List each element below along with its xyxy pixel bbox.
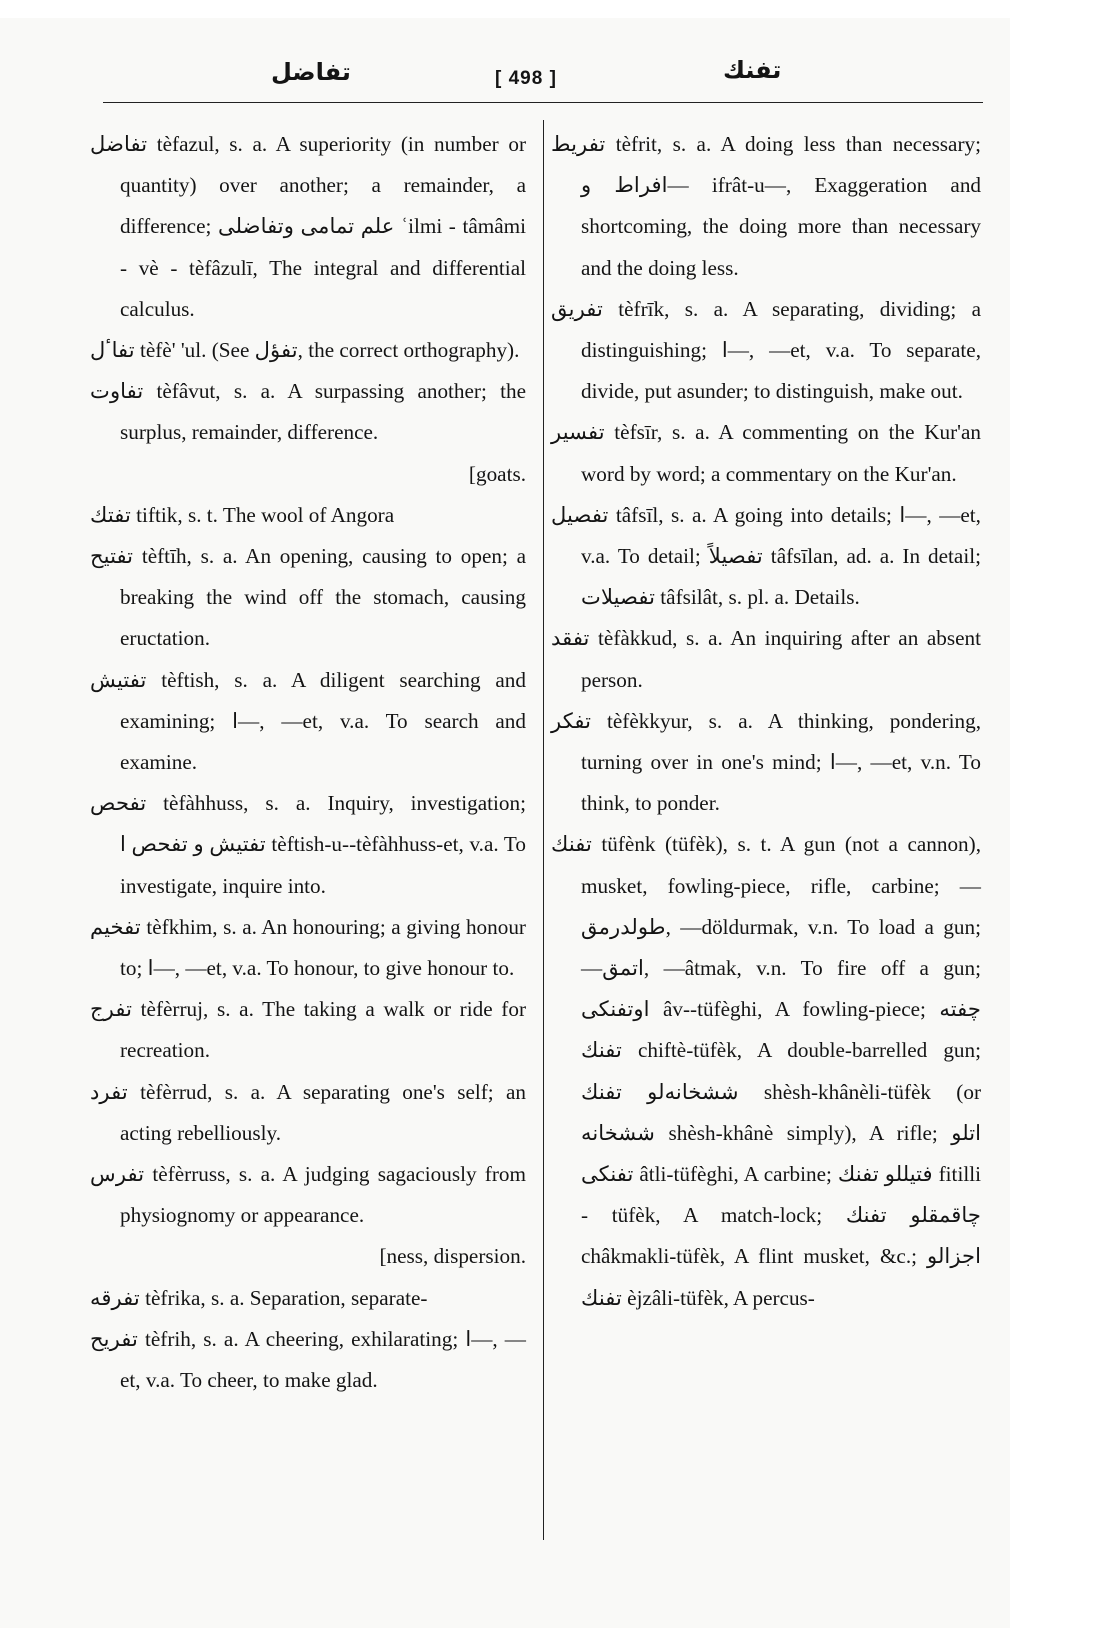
dictionary-entry: تفرس tèfèrruss, s. a. A judging sagaciously from physiognomy or appearance. [ness, dispersion. [120,1154,526,1278]
header-left-headword: تفاضل [271,58,351,86]
runover-note: [goats. [468,461,526,486]
left-column [90,124,526,1401]
column-divider [543,120,544,1540]
dictionary-entry: تفریط tèfrit, s. a. A doing less than necessary; افراط و— ifrât-u—, Exaggeration and shortcoming, the doing more than necessary and the doing less. [551,132,982,280]
dictionary-entry: تفاضل tèfazul, s. a. A superiority (in number or quantity) over another; a remainder, a difference; علم تمامی وتفاضلی ʿilmi - tâmâmi - vè - tèfâzulī, The integral and differential calculus. [90,132,526,321]
right-column [551,124,982,1319]
dictionary-entry: تفریق tèfrīk, s. a. A separating, dividing; a distinguishing; ا—, —et, v.a. To separate, divide, put asunder; to distinguish, make out. [551,296,981,404]
page-number: [ 498 ] [495,68,557,89]
dictionary-entry: تفسیر tèfsīr, s. a. A commenting on the Kur'an word by word; a commentary on the Kur'an. [551,420,981,486]
dictionary-entry: تفاوت tèfâvut, s. a. A surpassing another; the surplus, remainder, difference. [goats. [120,371,526,495]
dictionary-entry: تفتیش tèftish, s. a. A diligent searching and examining; ا—, —et, v.a. To search and examine. [90,667,526,775]
dictionary-entry: تفرقه tèfrika, s. a. Separation, separate- [90,1285,428,1310]
dictionary-entry: تفاٴل tèfè' 'ul. (See تفؤل, the correct orthography). [90,338,520,363]
dictionary-entry: تفخیم tèfkhim, s. a. An honouring; a giving honour to; ا—, —et, v.a. To honour, to give honour to. [90,914,526,981]
runover-note: [ness, dispersion. [379,1244,526,1269]
dictionary-entry: تفرج tèfèrruj, s. a. The taking a walk or ride for recreation. [90,997,526,1063]
dictionary-entry: تفرد tèfèrrud, s. a. A separating one's self; an acting rebelliously. [90,1079,526,1145]
dictionary-entry: تفقد tèfàkkud, s. a. An inquiring after an absent person. [551,626,981,692]
dictionary-entry: تفتك tiftik, s. t. The wool of Angora [90,502,395,527]
dictionary-entry: تفریح tèfrih, s. a. A cheering, exhilarating; ا—, —et, v.a. To cheer, to make glad. [90,1326,526,1393]
dictionary-entry: تفحص tèfàhhuss, s. a. Inquiry, investigation; تفتیش و تفحص ا tèftish-u--tèfàhhuss-et, v.a. To investigate, inquire into. [90,791,526,898]
header-right-headword: تفنك [723,56,782,84]
header-rule [103,102,983,103]
dictionary-entry: تفصیل tâfsīl, s. a. A going into details; ا—, —et, v.a. To detail; تفصیلاً tâfsīlan, ad. a. In detail; تفصیلات tâfsilât, s. pl. a. Details. [551,502,981,610]
dictionary-entry: تفکر tèfèkkyur, s. a. A thinking, pondering, turning over in one's mind; ا—, —et, v.n. To think, to ponder. [551,708,981,816]
page-header [103,48,983,100]
dictionary-entry: تفنك tüfènk (tüfèk), s. t. A gun (not a cannon), musket, fowling-piece, rifle, carbine; —طولدرمق, —döldurmak, v.n. To load a gun; —اتمق, —âtmak, v.n. To fire off a gun; اوتفنکی âv--tüfèghi, A fowling-piece; چفته تفنك chiftè-tüfèk, A double-barrelled gun; ششخانه‌لو تفنك shèsh-khânèli-tüfèk (or ششخانه shèsh-khânè simply), A rifle; اتلو تفنکی âtli-tüfèghi, A carbine; فتیللو تفنك fitilli - tüfèk, A match-lock; چاقمقلو تفنك châkmakli-tüfèk, A flint musket, &c.; اجزالو تفنك èjzâli-tüfèk, A percus- [551,832,981,1310]
dictionary-entry: تفتیح tèftīh, s. a. An opening, causing to open; a breaking the wind off the stomach, causing eructation. [90,544,526,651]
